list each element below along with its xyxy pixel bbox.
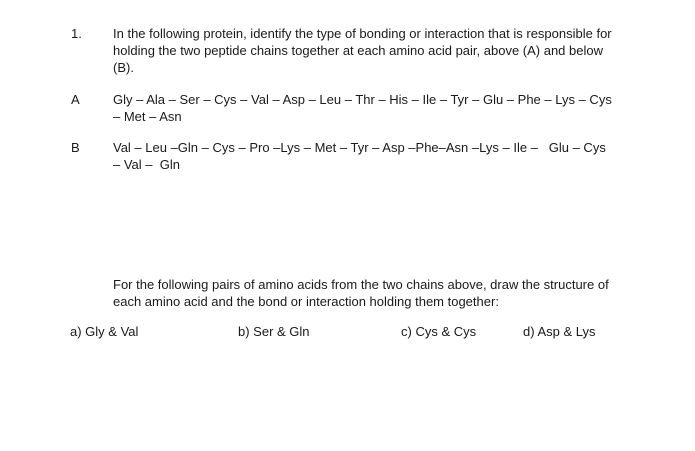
pair-item-d: d) Asp & Lys — [523, 324, 596, 339]
pair-item-b: b) Ser & Gln — [238, 324, 310, 339]
pair-item-a: a) Gly & Val — [70, 324, 139, 339]
question-number: 1. — [71, 26, 82, 41]
chain-b-label: B — [71, 140, 80, 155]
chain-a-label: A — [71, 92, 80, 107]
pair-item-c: c) Cys & Cys — [401, 324, 477, 339]
question-text: In the following protein, identify the type of bonding or interaction that is responsible for holding the two peptide chains together at each amino acid pair, above (A) and below (B). — [113, 26, 612, 75]
chain-a-sequence: Gly – Ala – Ser – Cys – Val – Asp – Leu – Thr – His – Ile – Tyr – Glu – Phe – Lys – Cys – Met – Asn — [113, 92, 612, 124]
chain-b-sequence: Val – Leu –Gln – Cys – Pro –Lys – Met – Tyr – Asp –Phe–Asn –Lys – Ile – Glu – Cys – Val – Gln — [113, 140, 610, 172]
instructions-text: For the following pairs of amino acids from the two chains above, draw the structure of each amino acid and the bond or interaction holding them together: — [113, 277, 609, 309]
